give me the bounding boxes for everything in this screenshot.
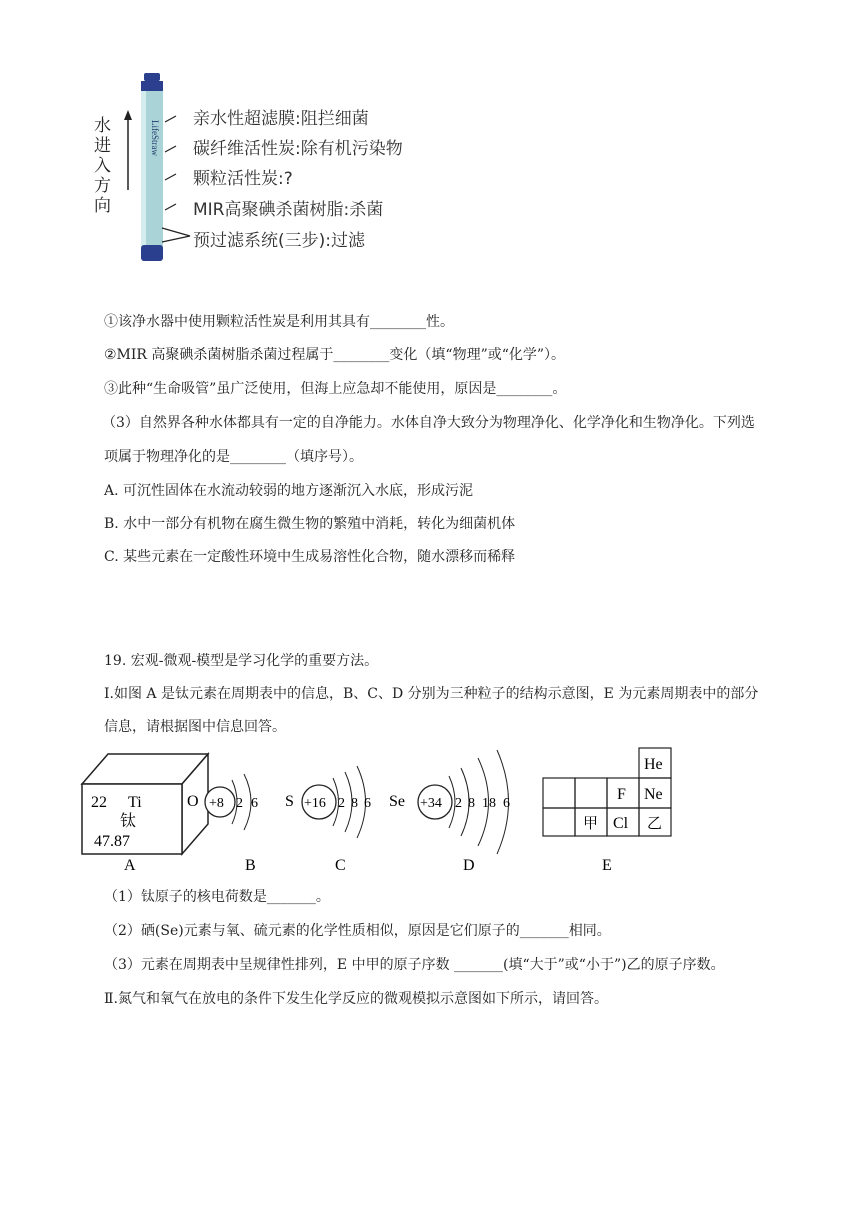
table-cell: Ne — [644, 786, 663, 803]
question-line: （3）自然界各种水体都具有一定的自净能力。水体自净大致分为物理净化、化学净化和生物净化。下列选 — [102, 415, 755, 431]
question-line: ①该净水器中使用颗粒活性炭是利用其具有________性。 — [104, 314, 454, 330]
label-carbon-fiber: 碳纤维活性炭:除有机污染物 — [193, 139, 403, 159]
figure-caption: D — [463, 857, 475, 874]
element-symbol: O — [187, 793, 199, 810]
figure-c-sulfur — [285, 766, 371, 874]
figure-caption: B — [245, 857, 256, 874]
q19-title: 19. 宏观-微观-模型是学习化学的重要方法。 — [104, 653, 379, 669]
straw-drawing — [110, 70, 200, 265]
table-cell: F — [617, 786, 626, 803]
shell-electrons: 6 — [503, 796, 510, 811]
question-line: ②MIR 高聚碘杀菌树脂杀菌过程属于________变化（填“物理”或“化学”）。 — [104, 347, 566, 363]
shell-electrons: 6 — [251, 796, 258, 811]
nucleus-charge: +34 — [420, 796, 442, 811]
shell-electrons: 18 — [482, 796, 496, 811]
q19-sub2: （2）硒(Se)元素与氧、硫元素的化学性质相似，原因是它们原子的_______相同。 — [104, 923, 611, 939]
direction-char: 进 — [94, 136, 111, 156]
element-symbol: S — [285, 793, 294, 810]
figure-caption: A — [124, 857, 136, 874]
nucleus-charge: +16 — [304, 796, 326, 811]
direction-char: 向 — [94, 196, 111, 216]
shell-electrons: 2 — [236, 796, 243, 811]
label-prefilter: 预过滤系统(三步):过滤 — [193, 231, 365, 251]
table-cell: 乙 — [647, 816, 663, 832]
shell-electrons: 6 — [364, 796, 371, 811]
table-cell: He — [644, 756, 663, 773]
figure-caption: E — [602, 857, 612, 874]
arrow-head-icon — [124, 110, 132, 120]
atomic-number: 22 — [91, 794, 107, 811]
nucleus-charge: +8 — [209, 796, 224, 811]
label-granular-carbon: 颗粒活性炭:? — [193, 169, 293, 189]
label-resin: MIR高聚碘杀菌树脂:杀菌 — [193, 200, 384, 220]
table-cell: 甲 — [583, 816, 599, 832]
direction-char: 方 — [94, 176, 111, 196]
shell-electrons: 2 — [338, 796, 345, 811]
element-symbol: Ti — [128, 794, 142, 811]
straw-brand-text: LifeStraw — [150, 120, 160, 156]
direction-char: 水 — [94, 116, 111, 136]
figure-d-selenium — [389, 750, 510, 874]
option-b: B. 水中一部分有机物在腐生微生物的繁殖中消耗，转化为细菌机体 — [104, 516, 516, 532]
table-cell: Cl — [613, 815, 629, 832]
figure-a-element-card — [82, 754, 208, 874]
element-symbol: Se — [389, 793, 405, 810]
atomic-mass: 47.87 — [94, 833, 130, 850]
straw-cap — [144, 73, 160, 81]
label-membrane: 亲水性超滤膜:阻拦细菌 — [193, 109, 369, 129]
q19-sub3: （3）元素在周期表中呈规律性排列，E 中甲的原子序数 _______(填“大于”或“小于”)乙的原子序数。 — [104, 957, 725, 973]
figure-caption: C — [335, 857, 346, 874]
option-a: A. 可沉性固体在水流动较弱的地方逐渐沉入水底，形成污泥 — [104, 483, 474, 499]
q19-intro: I.如图 A 是钛元素在周期表中的信息，B、C、D 分别为三种粒子的结构示意图，E 为元素周期表中的部分 — [104, 686, 759, 702]
straw-highlight — [141, 91, 146, 247]
q19-intro: 信息，请根据图中信息回答。 — [104, 719, 286, 735]
shell-electrons: 8 — [468, 796, 475, 811]
straw-top-ring — [141, 81, 163, 91]
shell-electrons: 8 — [351, 796, 358, 811]
atom-figures — [78, 744, 678, 876]
q19-part2: Ⅱ.氮气和氧气在放电的条件下发生化学反应的微观模拟示意图如下所示，请回答。 — [104, 991, 608, 1007]
q19-sub1: （1）钛原子的核电荷数是_______。 — [104, 889, 330, 905]
question-line: 项属于物理净化的是________（填序号）。 — [104, 449, 363, 465]
option-c: C. 某些元素在一定酸性环境中生成易溶性化合物，随水漂移而稀释 — [104, 549, 516, 565]
direction-char: 入 — [94, 156, 111, 176]
question-line: ③此种“生命吸管”虽广泛使用，但海上应急却不能使用，原因是________。 — [104, 381, 567, 397]
element-name: 钛 — [120, 813, 137, 830]
straw-bottom-cap — [141, 245, 163, 261]
shell-electrons: 2 — [455, 796, 462, 811]
